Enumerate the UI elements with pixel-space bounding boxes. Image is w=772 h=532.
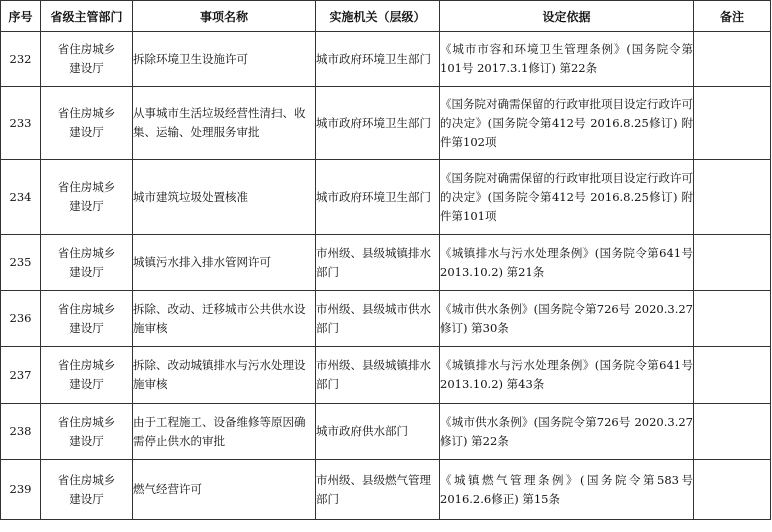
cell-item-name: 城市建筑垃圾处置核准 — [133, 160, 316, 235]
table-row — [1, 404, 771, 460]
cell-department: 省住房城乡建设厅 — [41, 291, 133, 347]
cell-serial-no: 234 — [1, 160, 41, 235]
cell-implementing-agency: 市州级、县级城镇排水部门 — [316, 347, 440, 404]
header-department: 省级主管部门 — [41, 1, 133, 32]
header-item-name: 事项名称 — [133, 1, 316, 32]
cell-department: 省住房城乡建设厅 — [41, 160, 133, 235]
cell-implementing-agency: 城市政府环境卫生部门 — [316, 87, 440, 160]
cell-legal-basis: 《城市市容和环境卫生管理条例》(国务院令第101号 2017.3.1修订) 第22条 — [440, 32, 694, 87]
cell-department: 省住房城乡建设厅 — [41, 32, 133, 87]
cell-department: 省住房城乡建设厅 — [41, 404, 133, 460]
cell-implementing-agency: 市州级、县级燃气管理部门 — [316, 460, 440, 520]
cell-remarks — [694, 235, 771, 291]
cell-serial-no: 239 — [1, 460, 41, 520]
cell-department: 省住房城乡建设厅 — [41, 235, 133, 291]
cell-legal-basis: 《城市供水条例》(国务院令第726号 2020.3.27修订) 第30条 — [440, 291, 694, 347]
cell-serial-no: 236 — [1, 291, 41, 347]
table-row — [1, 460, 771, 520]
cell-remarks — [694, 32, 771, 87]
cell-legal-basis: 《国务院对确需保留的行政审批项目设定行政许可的决定》(国务院令第412号 2016.8.25修订) 附件第101项 — [440, 160, 694, 235]
cell-remarks — [694, 291, 771, 347]
table-row — [1, 32, 771, 87]
cell-remarks — [694, 460, 771, 520]
cell-department: 省住房城乡建设厅 — [41, 347, 133, 404]
cell-legal-basis: 《城镇排水与污水处理条例》(国务院令第641号 2013.10.2) 第21条 — [440, 235, 694, 291]
cell-department: 省住房城乡建设厅 — [41, 460, 133, 520]
table-row — [1, 291, 771, 347]
cell-legal-basis: 《城镇排水与污水处理条例》(国务院令第641号 2013.10.2) 第43条 — [440, 347, 694, 404]
header-legal-basis: 设定依据 — [440, 1, 694, 32]
cell-legal-basis: 《国务院对确需保留的行政审批项目设定行政许可的决定》(国务院令第412号 2016.8.25修订) 附件第102项 — [440, 87, 694, 160]
table-row — [1, 347, 771, 404]
cell-item-name: 城镇污水排入排水管网许可 — [133, 235, 316, 291]
cell-legal-basis: 《城市供水条例》(国务院令第726号 2020.3.27修订) 第22条 — [440, 404, 694, 460]
cell-implementing-agency: 城市政府环境卫生部门 — [316, 160, 440, 235]
cell-remarks — [694, 404, 771, 460]
cell-item-name: 拆除、改动城镇排水与污水处理设施审核 — [133, 347, 316, 404]
table-row — [1, 235, 771, 291]
header-remarks: 备注 — [694, 1, 771, 32]
table-row — [1, 160, 771, 235]
cell-serial-no: 237 — [1, 347, 41, 404]
cell-item-name: 拆除环境卫生设施许可 — [133, 32, 316, 87]
cell-implementing-agency: 市州级、县级城镇排水部门 — [316, 235, 440, 291]
cell-implementing-agency: 城市政府供水部门 — [316, 404, 440, 460]
cell-serial-no: 235 — [1, 235, 41, 291]
cell-item-name: 从事城市生活垃圾经营性清扫、收集、运输、处理服务审批 — [133, 87, 316, 160]
cell-serial-no: 232 — [1, 32, 41, 87]
cell-legal-basis: 《城镇燃气管理条例》(国务院令第583号 2016.2.6修正) 第15条 — [440, 460, 694, 520]
header-implementing-agency: 实施机关（层级） — [316, 1, 440, 32]
cell-remarks — [694, 160, 771, 235]
table-row — [1, 87, 771, 160]
cell-item-name: 由于工程施工、设备维修等原因确需停止供水的审批 — [133, 404, 316, 460]
cell-item-name: 燃气经营许可 — [133, 460, 316, 520]
header-serial-no: 序号 — [1, 1, 41, 32]
cell-remarks — [694, 87, 771, 160]
cell-serial-no: 238 — [1, 404, 41, 460]
cell-remarks — [694, 347, 771, 404]
cell-implementing-agency: 市州级、县级城市供水部门 — [316, 291, 440, 347]
table-header-row — [1, 1, 771, 32]
cell-department: 省住房城乡建设厅 — [41, 87, 133, 160]
cell-implementing-agency: 城市政府环境卫生部门 — [316, 32, 440, 87]
cell-serial-no: 233 — [1, 87, 41, 160]
cell-item-name: 拆除、改动、迁移城市公共供水设施审核 — [133, 291, 316, 347]
